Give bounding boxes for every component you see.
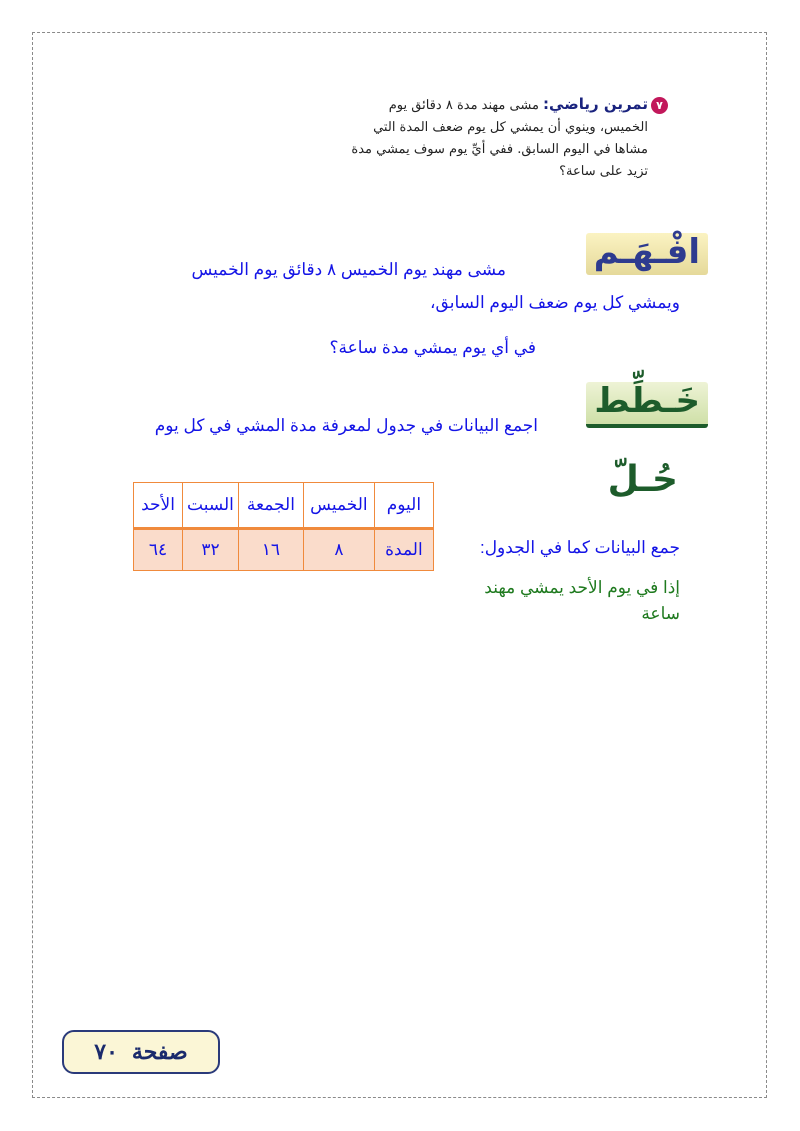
understand-line-3: في أي يوم يمشي مدة ساعة؟ bbox=[329, 338, 536, 357]
page-number: ٧٠ bbox=[94, 1039, 118, 1065]
table-cell: المدة bbox=[374, 529, 433, 571]
exercise-text bbox=[308, 93, 648, 183]
table-header-row bbox=[134, 483, 434, 529]
exercise-first-line bbox=[308, 93, 648, 117]
plan-line-1: اجمع البيانات في جدول لمعرفة مدة المشي في كل يوم bbox=[154, 416, 538, 435]
solve-line-1: جمع البيانات كما في الجدول: bbox=[479, 538, 680, 557]
table-header-cell: اليوم bbox=[374, 483, 433, 529]
table-header-cell: الخميس bbox=[303, 483, 374, 529]
solve-heading: حُـلّ bbox=[607, 459, 678, 500]
exercise-line-2: الخميس، وينوي أن يمشي كل يوم ضعف المدة التي bbox=[373, 120, 648, 135]
table-cell: ٣٢ bbox=[183, 529, 239, 571]
data-table bbox=[133, 482, 434, 571]
exercise-line-1: مشى مهند مدة ٨ دقائق يوم bbox=[388, 98, 539, 113]
table-cell: ٨ bbox=[303, 529, 374, 571]
exercise-line-3: مشاها في اليوم السابق. ففي أيِّ يوم سوف يمشي مدة bbox=[351, 142, 648, 157]
exercise-number-badge: ٧ bbox=[651, 97, 668, 114]
understand-line-1: مشى مهند يوم الخميس ٨ دقائق يوم الخميس bbox=[191, 260, 506, 279]
plan-heading: خَـطِّط bbox=[586, 382, 708, 428]
page-number-badge bbox=[62, 1030, 220, 1074]
table-header-cell: السبت bbox=[183, 483, 239, 529]
table-row bbox=[134, 529, 434, 571]
solve-conclusion-1: إذا في يوم الأحد يمشي مهند bbox=[484, 578, 680, 597]
understand-heading: افْـهَـم bbox=[586, 233, 708, 275]
understand-line-2: ويمشي كل يوم ضعف اليوم السابق، bbox=[430, 293, 680, 312]
table-header-cell: الأحد bbox=[134, 483, 183, 529]
exercise-line-4: تزيد على ساعة؟ bbox=[559, 164, 648, 179]
exercise-title: تمرين رياضي: bbox=[543, 95, 648, 113]
table-cell: ١٦ bbox=[238, 529, 303, 571]
table-header-cell: الجمعة bbox=[238, 483, 303, 529]
solve-conclusion-2: ساعة bbox=[641, 604, 680, 623]
table-cell: ٦٤ bbox=[134, 529, 183, 571]
page-label: صفحة bbox=[131, 1039, 188, 1065]
